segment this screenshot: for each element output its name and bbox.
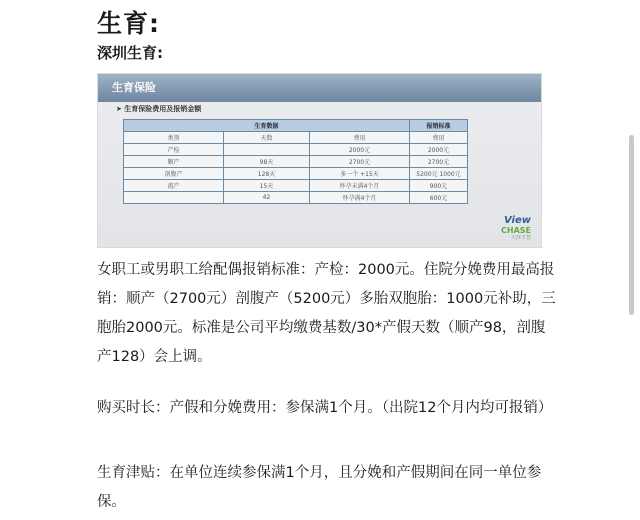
table-cell: 产检 [124,144,224,156]
paragraph-allowance: 生育津贴：在单位连续参保满1个月，且分娩和产假期间在同一单位参保。 [97,465,542,510]
page-heading: 生育: [97,9,160,38]
scrollbar[interactable] [629,135,634,315]
table-header-data: 生育数据 [124,120,410,132]
section-heading: 深圳生育: [97,44,163,62]
logo-text: View [503,215,531,226]
paragraph-purchase-duration: 购买时长：产假和分娩费用：参保满1个月。（出院12个月内均可报销） [97,400,553,416]
table-cell: 900元 [410,180,468,192]
table-cell: 600元 [410,192,468,204]
table-cell: 15天 [224,180,310,192]
table-cell: 费用 [410,132,468,144]
table-cell: 2000元 [410,144,468,156]
table-row [124,192,468,204]
table-cell: 剖腹产 [124,168,224,180]
table-cell: 2000元 [310,144,410,156]
table-cell: 怀孕满4个月 [310,192,410,204]
paragraph-reimbursement: 女职工或男职工给配偶报销标准：产检：2000元。住院分娩费用最高报销：顺产（2700元）剖腹产（5200元）多胎双胞胎：1000元补助，三胞胎2000元。标准是公司平均缴费基数/30*产假天数（顺产98，剖腹产128）会上调。 [97,262,556,365]
table-cell: 5200元 1000元 [410,168,468,180]
table-cell: 费用 [310,132,410,144]
embedded-slide-image [97,73,542,248]
table-cell: 98天 [224,156,310,168]
table-cell [224,144,310,156]
table-row [124,168,468,180]
table-row [124,132,468,144]
reimbursement-table [123,119,468,204]
table-header-row [124,120,468,132]
table-cell: 2700元 [410,156,468,168]
slide-subtitle: ➤ 生育保险费用及报销金额 [116,105,202,113]
viewchase-logo [501,216,531,241]
table-cell: 天数 [224,132,310,144]
table-cell: 顺产 [124,156,224,168]
table-cell: 类别 [124,132,224,144]
table-cell: 2700元 [310,156,410,168]
table-cell: 流产 [124,180,224,192]
table-header-standard: 报销标准 [410,120,468,132]
logo-text: CHASE [501,226,531,235]
slide-header: 生育保险 [98,74,541,102]
table-row [124,180,468,192]
table-row [124,144,468,156]
table-row [124,156,468,168]
table-cell: 多一个 +15天 [310,168,410,180]
table-cell: 怀孕未满4个月 [310,180,410,192]
table-cell: 42 [224,192,310,204]
table-cell [124,192,224,204]
table-cell: 128天 [224,168,310,180]
logo-text: 天泽才智 [510,235,531,241]
